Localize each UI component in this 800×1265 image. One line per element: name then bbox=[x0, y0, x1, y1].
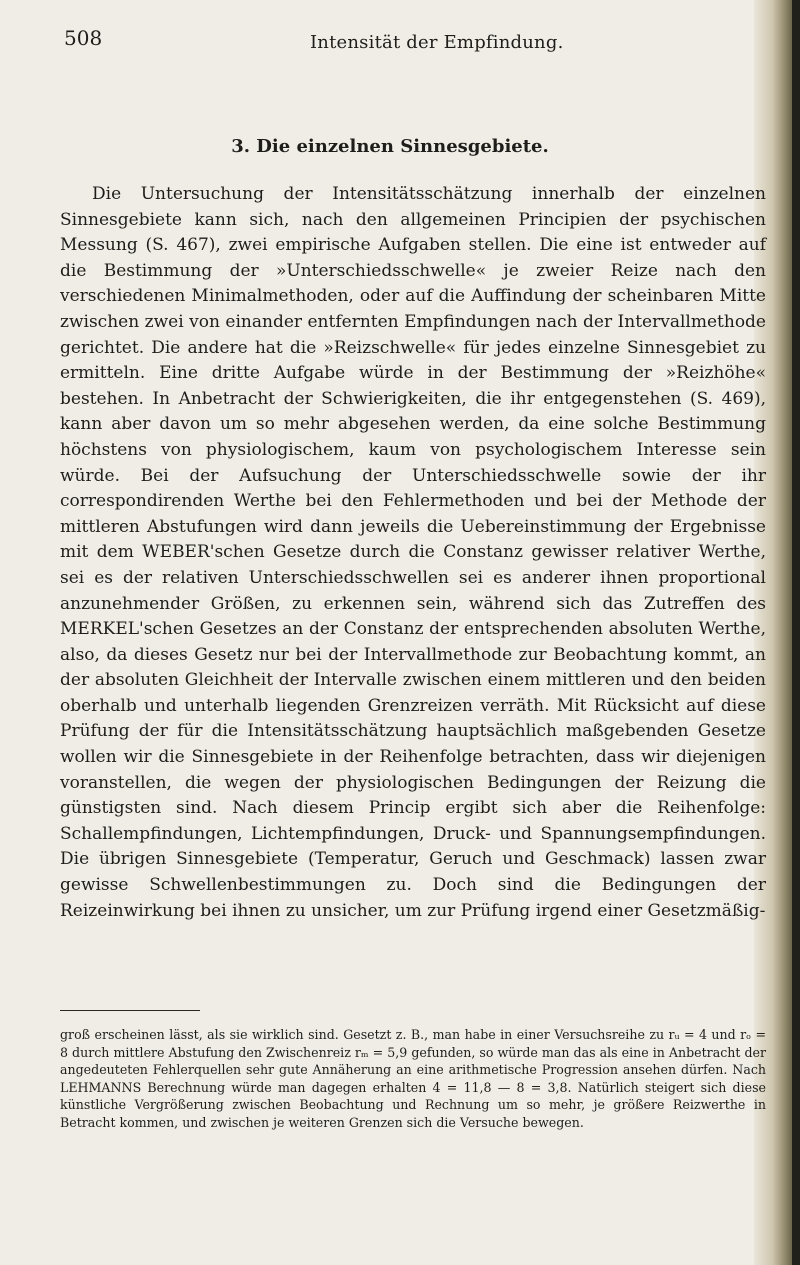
body-paragraph: Die Untersuchung der Intensitätsschätzung innerhalb der einzelnen Sinnesgebiete kann sich, nach den allgemeinen Principien der psychischen Messung (S. 467), zwei empirische Aufgaben stellen. Die eine ist entweder auf die Bestimmung der »Unterschiedsschwelle« je zweier Reize nach den verschiedenen Minimalmethoden, oder auf die Auffindung der scheinbaren Mitte zwischen zwei von einander entfernten Empfindungen nach der Intervallmethode gerichtet. Die andere hat die »Reizschwelle« für jedes einzelne Sinnesgebiet zu ermitteln. Eine dritte Aufgabe würde in der Bestimmung der »Reizhöhe« bestehen. In Anbetracht der Schwierigkeiten, die ihr entgegenstehen (S. 469), kann aber davon um so mehr abgesehen werden, da eine solche Bestimmung höchstens von physiologischem, kaum von psychologischem Interesse sein würde. Bei der Aufsuchung der Unterschiedsschwelle sowie der ihr correspondirenden Werthe bei den Fehlermethoden und bei der Methode der mittleren Abstufungen wird dann jeweils die Uebereinstimmung der Ergebnisse mit dem WEBER'schen Gesetze durch die Constanz gewisser relativer Werthe, sei es der relativen Unterschiedsschwellen sei es anderer ihnen proportional anzunehmender Größen, zu erkennen sein, während sich das Zutreffen des MERKEL'schen Gesetzes an der Constanz der entsprechenden absoluten Werthe, also, da dieses Gesetz nur bei der Intervallmethode zur Beobachtung kommt, an der absoluten Gleichheit der Intervalle zwischen einem mittleren und den beiden oberhalb und unterhalb liegenden Grenzreizen verräth. Mit Rücksicht auf diese Prüfung der für die Intensitätsschätzung hauptsächlich maßgebenden Gesetze wollen wir die Sinnesgebiete in der Reihenfolge betrachten, dass wir diejenigen voranstellen, die wegen der physiologischen Bedingungen der Reizung die günstigsten sind. Nach diesem Princip ergibt sich aber die Reihenfolge: Schallempfindungen, Lichtempfindungen, Druck- und Spannungsempfindungen. Die übrigen Sinnesgebiete (Temperatur, Geruch und Geschmack) lassen zwar gewisse Schwellenbestimmungen zu. Doch sind die Bedingungen der Reizeinwirkung bei ihnen zu unsicher, um zur Prüfung irgend einer Gesetzmäßig- bbox=[60, 184, 766, 921]
main-text bbox=[60, 182, 766, 924]
section-title: 3. Die einzelnen Sinnesgebiete. bbox=[231, 136, 549, 157]
running-head: Intensität der Empfindung. bbox=[310, 32, 564, 53]
footnote-paragraph: groß erscheinen lässt, als sie wirklich sind. Gesetzt z. B., man habe in einer Versuchsreihe zu rᵤ = 4 und rₒ = 8 durch mittlere Abstufung den Zwischenreiz rₘ = 5,9 gefunden, so würde man das als eine in Anbetracht der angedeuteten Fehlerquellen sehr gute Annäherung an eine arithmetische Progression ansehen dürfen. Nach LEHMANNS Berechnung würde man dagegen erhalten 4 = 11,8 — 8 = 3,8. Natürlich steigert sich diese künstliche Vergrößerung zwischen Beobachtung und Rechnung um so mehr, je größere Reizwerthe in Betracht kommen, und zwischen je weiteren Grenzen sich die Versuche bewegen. bbox=[60, 1027, 766, 1130]
page-header bbox=[0, 26, 760, 66]
footnote bbox=[60, 1026, 766, 1132]
page-number: 508 bbox=[64, 26, 103, 50]
footnote-rule bbox=[60, 1010, 200, 1011]
